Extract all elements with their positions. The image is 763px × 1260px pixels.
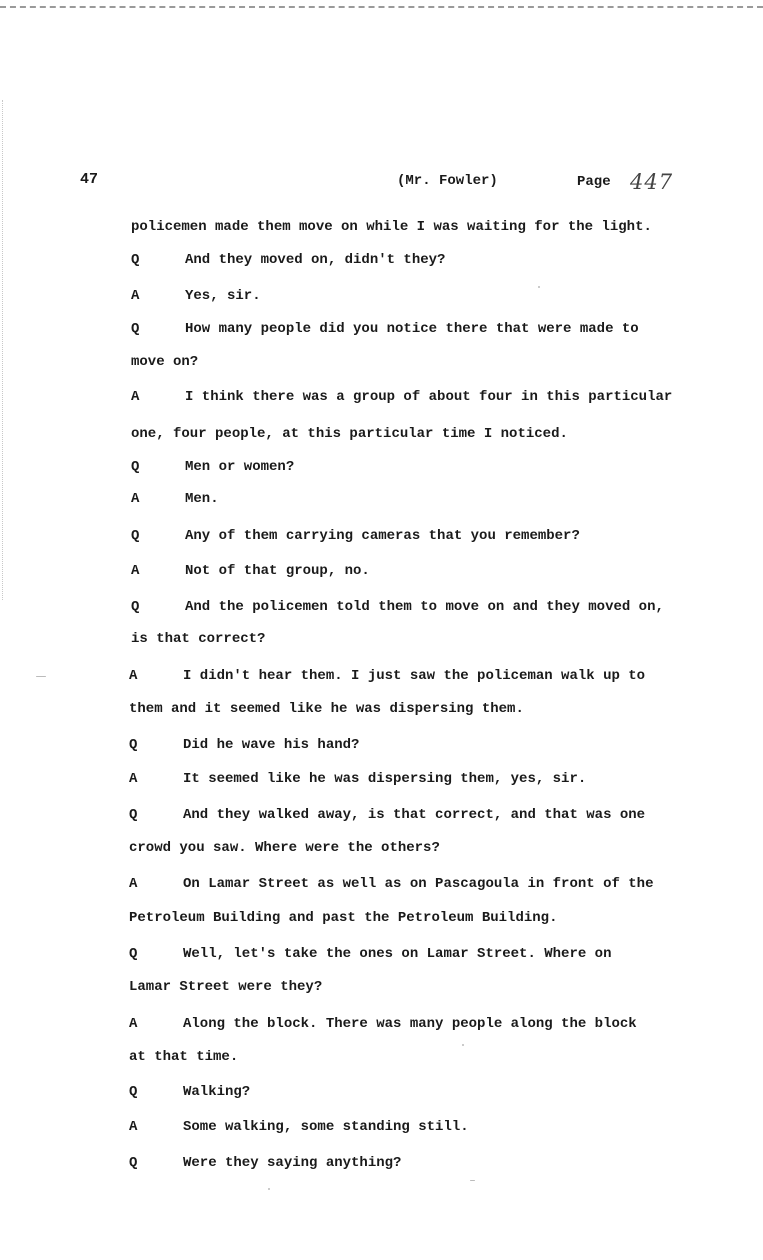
line-text: one, four people, at this particular time I noticed.: [131, 426, 568, 442]
line-text: them and it seemed like he was dispersing them.: [129, 701, 524, 717]
speaker-mark: Q: [131, 599, 140, 615]
line-text: Were they saying anything?: [183, 1155, 402, 1171]
line-text: Yes, sir.: [185, 288, 261, 304]
speaker-mark: A: [129, 771, 138, 787]
line-text: move on?: [131, 354, 199, 370]
speaker-mark: Q: [131, 252, 140, 268]
speaker-mark: A: [129, 1119, 138, 1135]
speaker-mark: Q: [129, 946, 138, 962]
line-text: On Lamar Street as well as on Pascagoula in front of the: [183, 876, 654, 892]
header-line-number: 47: [80, 171, 99, 188]
scan-speck: [462, 1044, 464, 1046]
header-speaker: (Mr. Fowler): [397, 173, 498, 189]
scan-speck: [268, 1188, 270, 1190]
scan-speck: [538, 286, 540, 288]
speaker-mark: Q: [131, 459, 140, 475]
line-text: Did he wave his hand?: [183, 737, 360, 753]
line-text: Walking?: [183, 1084, 251, 1100]
line-text: Lamar Street were they?: [129, 979, 323, 995]
speaker-mark: Q: [129, 807, 138, 823]
line-text: is that correct?: [131, 631, 266, 647]
line-text: Any of them carrying cameras that you remember?: [185, 528, 580, 544]
speaker-mark: A: [129, 876, 138, 892]
speaker-mark: Q: [131, 321, 140, 337]
line-text: How many people did you notice there that were made to: [185, 321, 639, 337]
speaker-mark: A: [131, 563, 140, 579]
line-text: Men or women?: [185, 459, 295, 475]
line-text: policemen made them move on while I was waiting for the light.: [131, 219, 652, 235]
line-text: Petroleum Building and past the Petroleum Building.: [129, 910, 558, 926]
line-text: Some walking, some standing still.: [183, 1119, 469, 1135]
line-text: Not of that group, no.: [185, 563, 370, 579]
speaker-mark: A: [129, 1016, 138, 1032]
line-text: I didn't hear them. I just saw the policeman walk up to: [183, 668, 646, 684]
line-text: Men.: [185, 491, 219, 507]
speaker-mark: Q: [129, 1155, 138, 1171]
scan-speck: [36, 676, 46, 677]
line-text: I think there was a group of about four in this particular: [185, 389, 673, 405]
speaker-mark: A: [131, 288, 140, 304]
page-label: Page: [577, 174, 611, 190]
line-text: crowd you saw. Where were the others?: [129, 840, 440, 856]
page-number: 447: [630, 170, 674, 194]
speaker-mark: A: [131, 491, 140, 507]
line-text: And the policemen told them to move on and they moved on,: [185, 599, 664, 615]
line-text: And they moved on, didn't they?: [185, 252, 446, 268]
scan-left-edge: [2, 100, 3, 600]
speaker-mark: A: [129, 668, 138, 684]
scan-speck: [470, 1180, 475, 1181]
line-text: Well, let's take the ones on Lamar Street. Where on: [183, 946, 612, 962]
line-text: at that time.: [129, 1049, 239, 1065]
speaker-mark: A: [131, 389, 140, 405]
scan-top-border: [0, 0, 763, 8]
line-text: Along the block. There was many people along the block: [183, 1016, 637, 1032]
speaker-mark: Q: [129, 737, 138, 753]
line-text: And they walked away, is that correct, and that was one: [183, 807, 646, 823]
line-text: It seemed like he was dispersing them, yes, sir.: [183, 771, 587, 787]
speaker-mark: Q: [129, 1084, 138, 1100]
speaker-mark: Q: [131, 528, 140, 544]
